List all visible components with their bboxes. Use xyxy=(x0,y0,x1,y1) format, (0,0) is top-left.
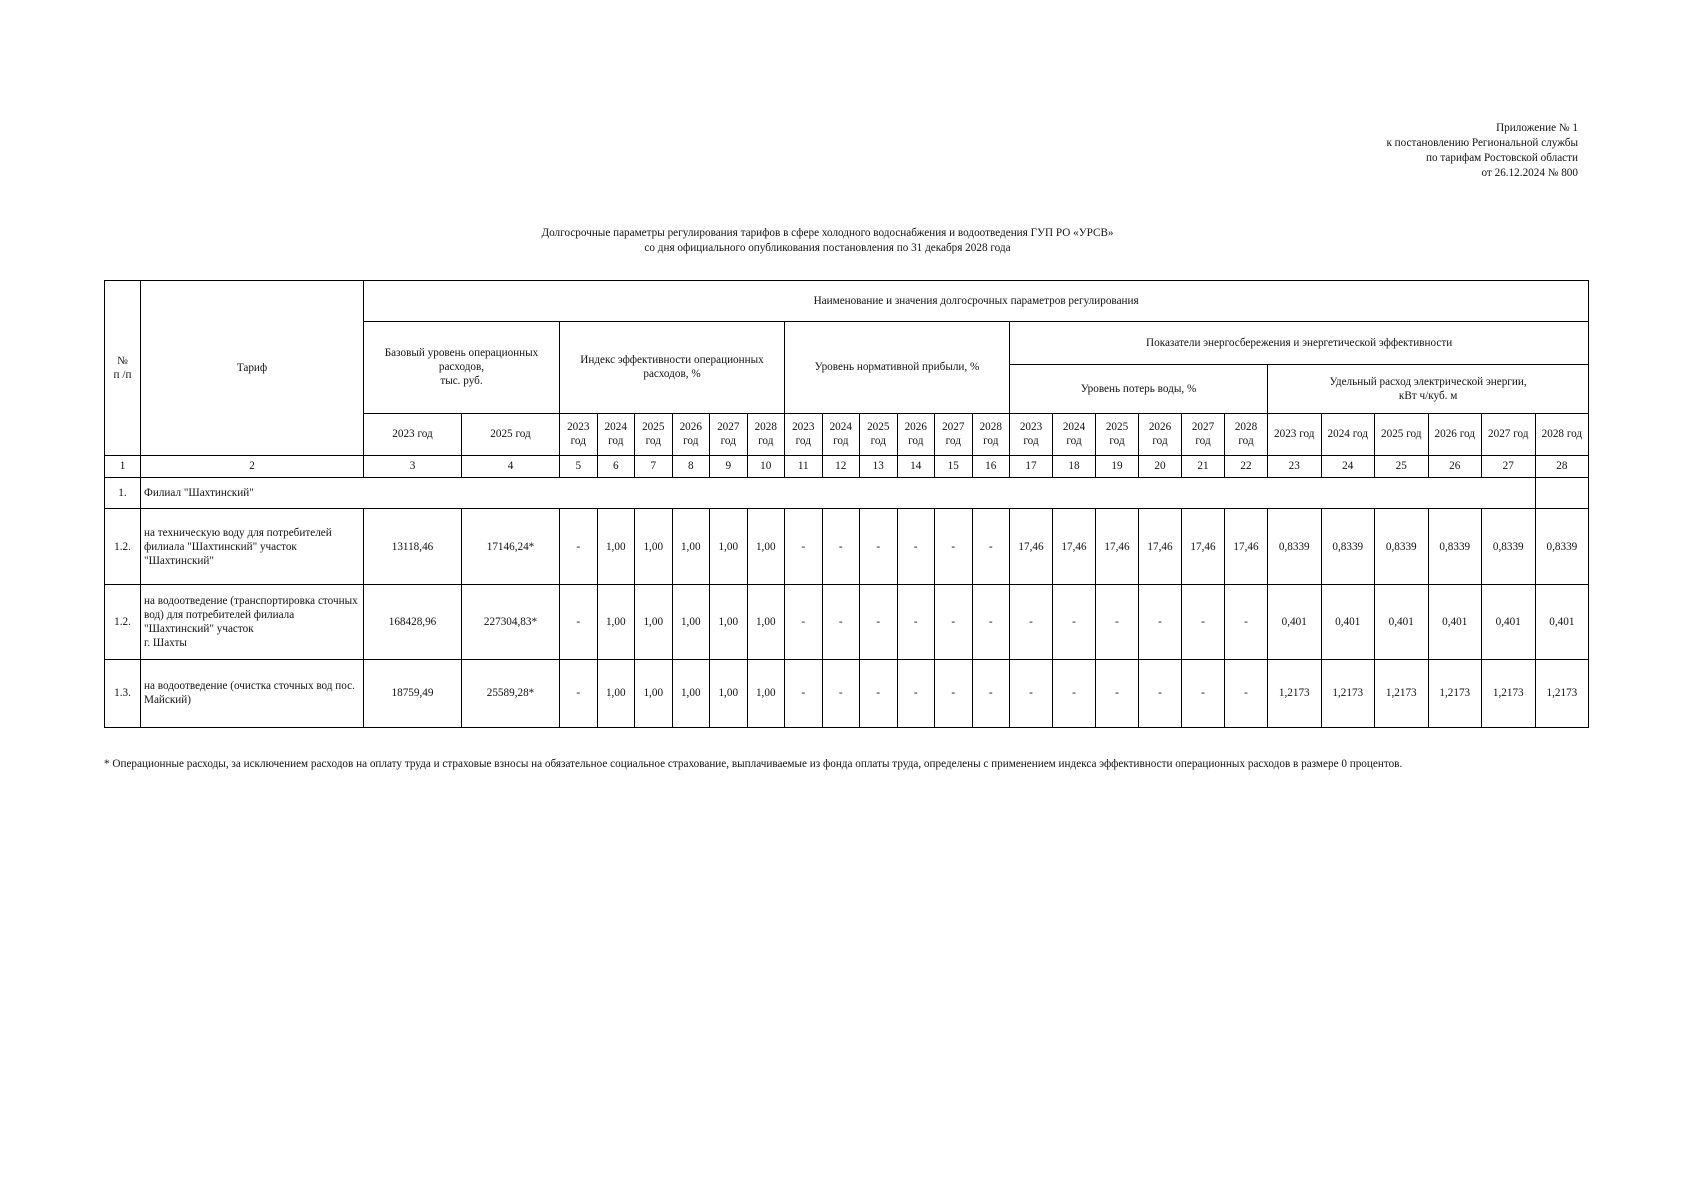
header-water-loss: Уровень потерь воды, % xyxy=(1010,365,1268,413)
column-number: 25 xyxy=(1375,455,1429,477)
value-cell-base: 227304,83* xyxy=(462,585,560,659)
column-number: 27 xyxy=(1482,455,1536,477)
value-cell-electricity: 1,2173 xyxy=(1482,659,1536,727)
year-header: 2024 год xyxy=(1053,413,1096,455)
year-header-electricity: 2028 год xyxy=(1535,413,1589,455)
year-header: 2027 год xyxy=(935,413,973,455)
value-cell-base: 13118,46 xyxy=(364,508,462,584)
header-profit-level: Уровень нормативной прибыли, % xyxy=(785,322,1010,413)
column-number: 16 xyxy=(972,455,1010,477)
year-header: 2025 год xyxy=(1096,413,1139,455)
value-cell-profit: - xyxy=(972,585,1010,659)
header-num: № п /п xyxy=(105,281,141,456)
year-header: 2028 год xyxy=(972,413,1010,455)
value-cell-electricity: 0,8339 xyxy=(1535,508,1589,584)
value-cell-efficiency: 1,00 xyxy=(635,659,673,727)
year-header: 2023 год xyxy=(785,413,823,455)
year-header-base: 2023 год xyxy=(364,413,462,455)
value-cell-efficiency: 1,00 xyxy=(672,659,710,727)
column-number: 14 xyxy=(897,455,935,477)
value-cell-efficiency: - xyxy=(560,508,598,584)
appendix-line: по тарифам Ростовской области xyxy=(1426,152,1578,164)
table-row xyxy=(105,508,1589,584)
value-cell-loss: - xyxy=(1053,585,1096,659)
value-cell-electricity: 0,8339 xyxy=(1375,508,1429,584)
year-header-electricity: 2025 год xyxy=(1375,413,1429,455)
value-cell-loss: 17,46 xyxy=(1096,508,1139,584)
value-cell-efficiency: 1,00 xyxy=(597,585,635,659)
value-cell-electricity: 0,8339 xyxy=(1482,508,1536,584)
year-header: 2026 год xyxy=(672,413,710,455)
column-number: 3 xyxy=(364,455,462,477)
value-cell-electricity: 1,2173 xyxy=(1428,659,1482,727)
value-cell-efficiency: 1,00 xyxy=(672,585,710,659)
column-number: 24 xyxy=(1321,455,1375,477)
value-cell-profit: - xyxy=(860,585,898,659)
column-number: 12 xyxy=(822,455,860,477)
value-cell-profit: - xyxy=(935,585,973,659)
appendix-block xyxy=(1386,121,1578,181)
value-cell-loss: 17,46 xyxy=(1182,508,1225,584)
year-header-electricity: 2026 год xyxy=(1428,413,1482,455)
section-num: 1. xyxy=(105,477,141,508)
value-cell-loss: - xyxy=(1139,585,1182,659)
value-cell-base: 17146,24* xyxy=(462,508,560,584)
value-cell-efficiency: 1,00 xyxy=(635,585,673,659)
row-num: 1.2. xyxy=(105,508,141,584)
value-cell-electricity: 0,401 xyxy=(1482,585,1536,659)
title-line: Долгосрочные параметры регулирования тарифов в сфере холодного водоснабжения и водоотведения ГУП РО «УРСВ» xyxy=(541,227,1114,239)
value-cell-loss: - xyxy=(1010,659,1053,727)
value-cell-efficiency: 1,00 xyxy=(635,508,673,584)
column-number: 18 xyxy=(1053,455,1096,477)
value-cell-efficiency: 1,00 xyxy=(597,659,635,727)
value-cell-efficiency: - xyxy=(560,585,598,659)
title-line: со дня официального опубликования постановления по 31 декабря 2028 года xyxy=(644,242,1011,254)
header-efficiency-index: Индекс эффективности операционных расходов, % xyxy=(560,322,785,413)
year-header-electricity: 2023 год xyxy=(1268,413,1322,455)
year-header: 2024 год xyxy=(597,413,635,455)
header-tariff: Тариф xyxy=(141,281,364,456)
value-cell-loss: 17,46 xyxy=(1139,508,1182,584)
header-base-level: Базовый уровень операционных расходов, тыс. руб. xyxy=(364,322,560,413)
column-number: 19 xyxy=(1096,455,1139,477)
value-cell-electricity: 1,2173 xyxy=(1268,659,1322,727)
value-cell-loss: 17,46 xyxy=(1010,508,1053,584)
document-title xyxy=(0,226,1655,256)
value-cell-electricity: 0,401 xyxy=(1535,585,1589,659)
column-number: 8 xyxy=(672,455,710,477)
value-cell-efficiency: 1,00 xyxy=(747,585,785,659)
value-cell-profit: - xyxy=(822,585,860,659)
column-number: 9 xyxy=(710,455,748,477)
row-num: 1.2. xyxy=(105,585,141,659)
column-number: 28 xyxy=(1535,455,1589,477)
value-cell-electricity: 1,2173 xyxy=(1535,659,1589,727)
value-cell-loss: - xyxy=(1010,585,1053,659)
value-cell-loss: 17,46 xyxy=(1053,508,1096,584)
section-row xyxy=(105,477,1589,508)
year-header: 2023 год xyxy=(560,413,598,455)
value-cell-profit: - xyxy=(897,659,935,727)
value-cell-profit: - xyxy=(935,508,973,584)
value-cell-efficiency: - xyxy=(560,659,598,727)
column-number: 10 xyxy=(747,455,785,477)
column-number: 11 xyxy=(785,455,823,477)
column-number: 6 xyxy=(597,455,635,477)
row-tariff-name: на техническую воду для потребителей филиала "Шахтинский" участок "Шахтинский" xyxy=(141,508,364,584)
value-cell-loss: - xyxy=(1225,585,1268,659)
value-cell-profit: - xyxy=(860,659,898,727)
table-row xyxy=(105,659,1589,727)
header-row xyxy=(105,281,1589,322)
column-number: 17 xyxy=(1010,455,1053,477)
value-cell-base: 25589,28* xyxy=(462,659,560,727)
row-tariff-name: на водоотведение (транспортировка сточных вод) для потребителей филиала "Шахтинский" участок г. Шахты xyxy=(141,585,364,659)
header-params: Наименование и значения долгосрочных параметров регулирования xyxy=(364,281,1589,322)
value-cell-profit: - xyxy=(897,585,935,659)
value-cell-efficiency: 1,00 xyxy=(747,508,785,584)
value-cell-efficiency: 1,00 xyxy=(710,508,748,584)
row-num: 1.3. xyxy=(105,659,141,727)
value-cell-electricity: 0,401 xyxy=(1268,585,1322,659)
value-cell-electricity: 0,401 xyxy=(1375,585,1429,659)
value-cell-profit: - xyxy=(822,508,860,584)
year-header: 2026 год xyxy=(897,413,935,455)
column-number: 7 xyxy=(635,455,673,477)
year-header: 2026 год xyxy=(1139,413,1182,455)
header-electricity: Удельный расход электрической энергии, кВт ч/куб. м xyxy=(1268,365,1589,413)
year-header: 2027 год xyxy=(1182,413,1225,455)
year-header-base: 2025 год xyxy=(462,413,560,455)
value-cell-efficiency: 1,00 xyxy=(710,659,748,727)
appendix-line: к постановлению Региональной службы xyxy=(1386,137,1578,149)
value-cell-base: 18759,49 xyxy=(364,659,462,727)
value-cell-profit: - xyxy=(785,659,823,727)
value-cell-electricity: 1,2173 xyxy=(1375,659,1429,727)
year-header: 2028 год xyxy=(1225,413,1268,455)
value-cell-loss: - xyxy=(1182,585,1225,659)
section-name: Филиал "Шахтинский" xyxy=(141,477,1536,508)
column-number: 5 xyxy=(560,455,598,477)
year-header: 2027 год xyxy=(710,413,748,455)
value-cell-loss: - xyxy=(1096,659,1139,727)
value-cell-profit: - xyxy=(785,508,823,584)
value-cell-profit: - xyxy=(822,659,860,727)
value-cell-profit: - xyxy=(860,508,898,584)
column-number: 20 xyxy=(1139,455,1182,477)
value-cell-profit: - xyxy=(897,508,935,584)
column-numbers-row xyxy=(105,455,1589,477)
value-cell-profit: - xyxy=(972,659,1010,727)
value-cell-efficiency: 1,00 xyxy=(672,508,710,584)
value-cell-profit: - xyxy=(935,659,973,727)
year-header: 2023 год xyxy=(1010,413,1053,455)
column-number: 21 xyxy=(1182,455,1225,477)
value-cell-electricity: 0,401 xyxy=(1428,585,1482,659)
column-number: 1 xyxy=(105,455,141,477)
year-header: 2025 год xyxy=(860,413,898,455)
year-header: 2025 год xyxy=(635,413,673,455)
row-tariff-name: на водоотведение (очистка сточных вод пос. Майский) xyxy=(141,659,364,727)
section-empty-cell xyxy=(1535,477,1589,508)
tariff-parameters-table xyxy=(104,280,1589,728)
table-body xyxy=(105,281,1589,728)
table-row xyxy=(105,585,1589,659)
column-number: 26 xyxy=(1428,455,1482,477)
appendix-line: Приложение № 1 xyxy=(1496,122,1578,134)
value-cell-loss: - xyxy=(1225,659,1268,727)
value-cell-efficiency: 1,00 xyxy=(710,585,748,659)
column-number: 22 xyxy=(1225,455,1268,477)
value-cell-electricity: 0,8339 xyxy=(1268,508,1322,584)
value-cell-efficiency: 1,00 xyxy=(597,508,635,584)
value-cell-loss: - xyxy=(1139,659,1182,727)
appendix-line: от 26.12.2024 № 800 xyxy=(1481,167,1578,179)
value-cell-electricity: 0,8339 xyxy=(1428,508,1482,584)
column-number: 4 xyxy=(462,455,560,477)
column-number: 23 xyxy=(1268,455,1322,477)
value-cell-base: 168428,96 xyxy=(364,585,462,659)
value-cell-electricity: 1,2173 xyxy=(1321,659,1375,727)
column-number: 15 xyxy=(935,455,973,477)
year-header: 2028 год xyxy=(747,413,785,455)
year-header: 2024 год xyxy=(822,413,860,455)
column-number: 13 xyxy=(860,455,898,477)
value-cell-profit: - xyxy=(785,585,823,659)
year-header-electricity: 2027 год xyxy=(1482,413,1536,455)
value-cell-loss: - xyxy=(1096,585,1139,659)
footnote: * Операционные расходы, за исключением расходов на оплату труда и страховые взносы на обязательное социальное страхование, выплачиваемые из фонда оплаты труда, определены с применением индекса эффективности операционных расходов в размере 0 процентов. xyxy=(104,758,1403,770)
value-cell-electricity: 0,401 xyxy=(1321,585,1375,659)
column-number: 2 xyxy=(141,455,364,477)
value-cell-loss: 17,46 xyxy=(1225,508,1268,584)
value-cell-profit: - xyxy=(972,508,1010,584)
year-header-electricity: 2024 год xyxy=(1321,413,1375,455)
value-cell-loss: - xyxy=(1053,659,1096,727)
value-cell-efficiency: 1,00 xyxy=(747,659,785,727)
value-cell-electricity: 0,8339 xyxy=(1321,508,1375,584)
value-cell-loss: - xyxy=(1182,659,1225,727)
header-energy: Показатели энергосбережения и энергетической эффективности xyxy=(1010,322,1589,365)
